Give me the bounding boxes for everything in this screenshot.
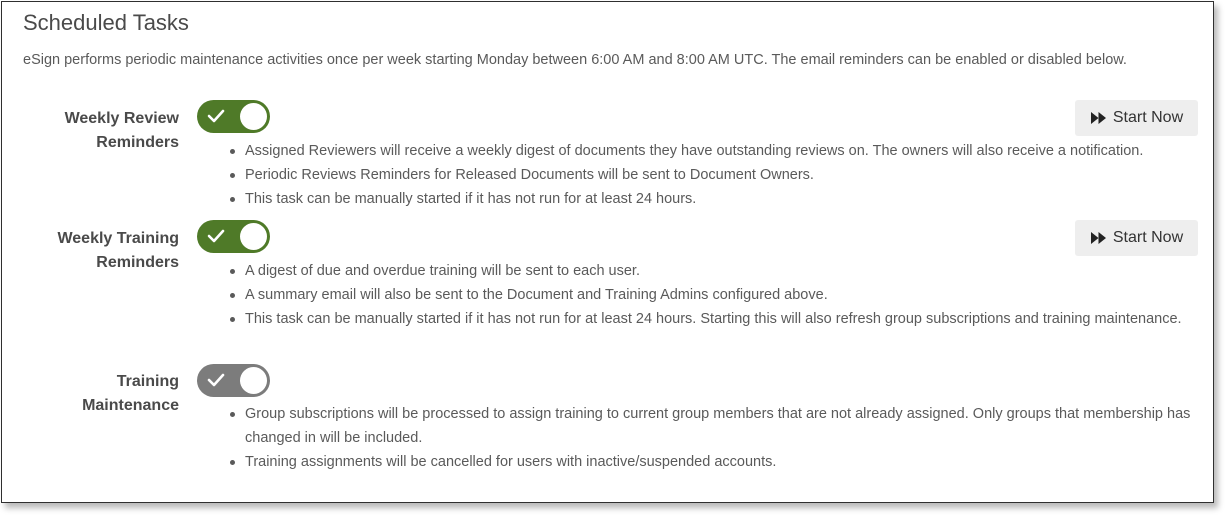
intro-text: eSign performs periodic maintenance activities once per week starting Monday between 6:00 AM and 8:00 AM UTC. The email reminders can be enabled or disabled below.	[23, 52, 1127, 68]
weekly-training-reminders-toggle[interactable]	[197, 220, 270, 253]
fast-forward-icon	[1090, 231, 1107, 245]
toggle-knob	[240, 103, 267, 130]
list-item: A summary email will also be sent to the Document and Training Admins configured above.	[245, 283, 1205, 307]
list-item: Periodic Reviews Reminders for Released Documents will be sent to Document Owners.	[245, 163, 1205, 187]
list-item: This task can be manually started if it has not run for at least 24 hours. Starting this will also refresh group subscriptions and training maintenance.	[245, 307, 1205, 331]
task-description-list	[245, 259, 1205, 331]
training-maintenance-toggle[interactable]	[197, 364, 270, 397]
check-icon	[206, 371, 226, 389]
list-item: A digest of due and overdue training will be sent to each user.	[245, 259, 1205, 283]
weekly-review-start-now-button[interactable]: Start Now	[1075, 100, 1198, 136]
task-label: Weekly Training Reminders	[57, 230, 179, 271]
list-item: This task can be manually started if it has not run for at least 24 hours.	[245, 187, 1205, 211]
list-item: Training assignments will be cancelled for users with inactive/suspended accounts.	[245, 450, 1205, 474]
scheduled-tasks-panel	[1, 1, 1214, 503]
check-icon	[206, 107, 226, 125]
check-icon	[206, 227, 226, 245]
toggle-knob	[240, 223, 267, 250]
list-item: Group subscriptions will be processed to assign training to current group members that are not already assigned. Only groups that membership has changed in will be included.	[245, 402, 1205, 450]
weekly-training-start-now-button[interactable]: Start Now	[1075, 220, 1198, 256]
toggle-knob	[240, 367, 267, 394]
task-description-list	[245, 139, 1205, 211]
task-label: Training Maintenance	[82, 373, 179, 414]
weekly-review-reminders-toggle[interactable]	[197, 100, 270, 133]
task-label: Weekly Review Reminders	[64, 110, 179, 151]
page-title: Scheduled Tasks	[23, 10, 189, 35]
fast-forward-icon	[1090, 111, 1107, 125]
task-description-list	[245, 402, 1205, 474]
list-item: Assigned Reviewers will receive a weekly digest of documents they have outstanding reviews on. The owners will also receive a notification.	[245, 139, 1205, 163]
